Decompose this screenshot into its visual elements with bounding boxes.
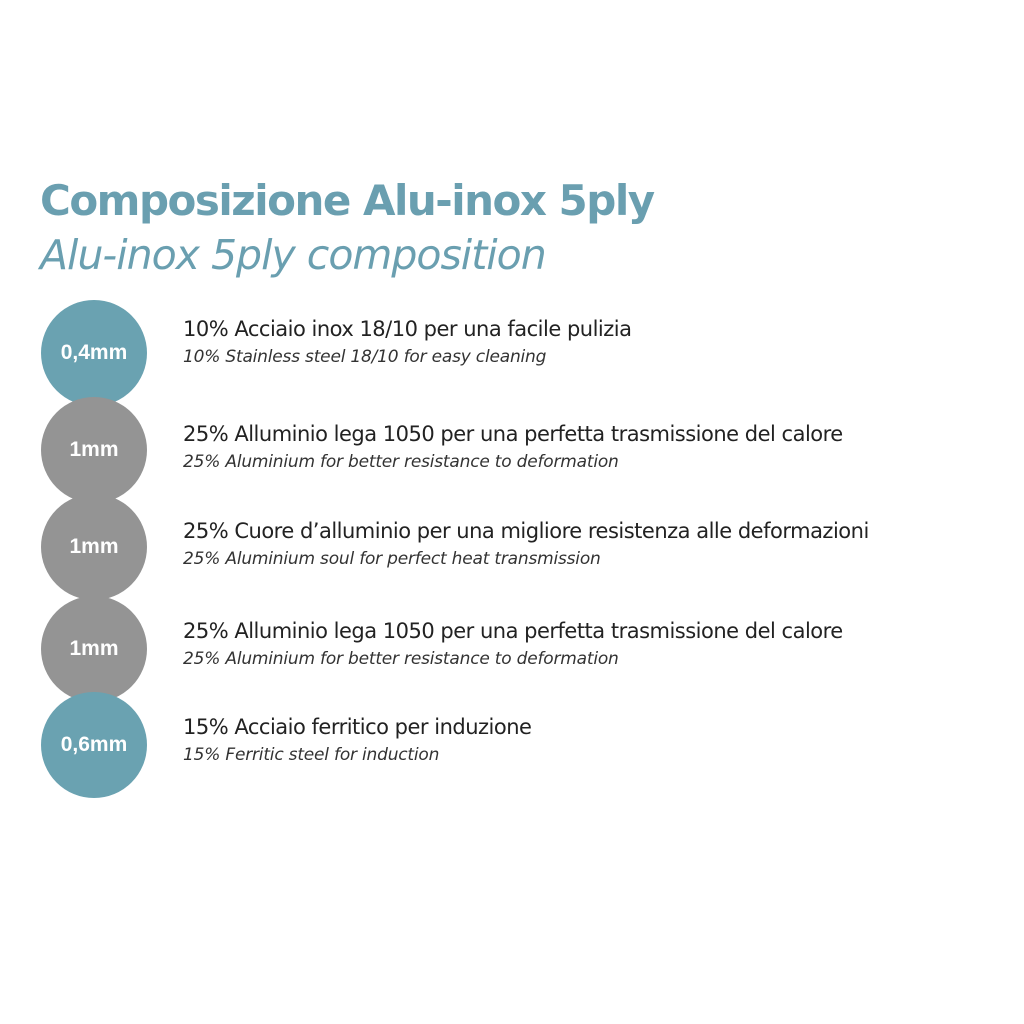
layer-text	[183, 314, 1013, 370]
layer-row-4	[0, 596, 1024, 700]
title-block	[40, 172, 1000, 280]
thickness-label: 1mm	[69, 438, 119, 461]
thickness-circle	[41, 596, 147, 702]
layer-description-en: 25% Aluminium soul for perfect heat transmission	[183, 549, 601, 569]
layer-description-en: 25% Aluminium for better resistance to deformation	[183, 649, 619, 669]
thickness-circle	[41, 397, 147, 503]
layer-text	[183, 616, 1013, 672]
layer-description-it: 15% Acciaio ferritico per induzione	[183, 715, 532, 739]
title-sub: Alu-inox 5ply composition	[40, 231, 546, 279]
layer-description-en: 25% Aluminium for better resistance to deformation	[183, 452, 619, 472]
thickness-circle	[41, 300, 147, 406]
thickness-label: 0,6mm	[60, 733, 128, 756]
thickness-circle	[41, 494, 147, 600]
layer-description-it: 25% Cuore d’alluminio per una migliore resistenza alle deformazioni	[183, 519, 869, 543]
layer-text	[183, 516, 1013, 572]
layer-description-it: 25% Alluminio lega 1050 per una perfetta trasmissione del calore	[183, 619, 843, 643]
thickness-label: 0,4mm	[60, 341, 128, 364]
thickness-label: 1mm	[69, 637, 119, 660]
layer-row-3	[0, 494, 1024, 598]
layer-row-1	[0, 300, 1024, 404]
title-main: Composizione Alu-inox 5ply	[40, 176, 654, 225]
layer-description-en: 15% Ferritic steel for induction	[183, 745, 440, 765]
layer-text	[183, 712, 1013, 768]
layer-text	[183, 419, 1013, 475]
layer-row-5	[0, 692, 1024, 796]
layer-row-2	[0, 397, 1024, 501]
layer-description-en: 10% Stainless steel 18/10 for easy cleaning	[183, 347, 547, 367]
thickness-circle	[41, 692, 147, 798]
layer-description-it: 10% Acciaio inox 18/10 per una facile pulizia	[183, 317, 632, 341]
thickness-label: 1mm	[69, 535, 119, 558]
layer-description-it: 25% Alluminio lega 1050 per una perfetta trasmissione del calore	[183, 422, 843, 446]
